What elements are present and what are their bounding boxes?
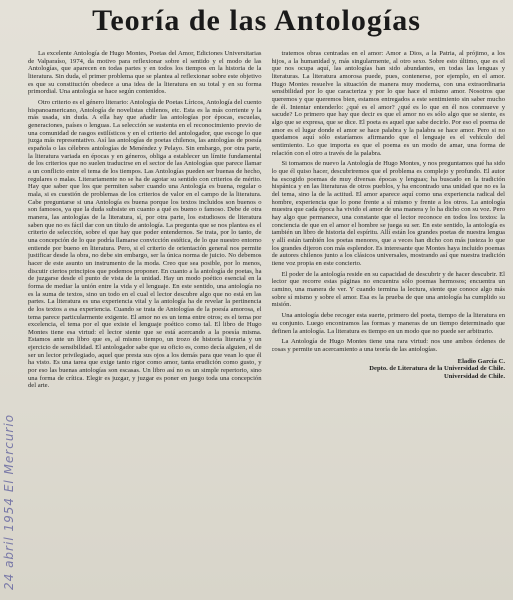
author-name: Eladio García C. [457,357,505,365]
paragraph: Otro criterio es el género literario: Antología de Poetas Líricos, Antología del cuento hispanoamericano, Antología de novelistas chilenos, etc. Esta es la más corriente y la más usada, sin duda. A ella hay que añadir las antologías por épocas, escuelas, generaciones, países o lenguas. La selección se sustenta en el reconocimiento previo de una comunidad de rasgos estilísticos y en el criterio del antologador, que escoge lo que juzga más representativo. Así las antologías de poetas chilenos, las antologías de poesía española o las célebres antologías de Menéndez y Pelayo. Sin embargo, por otra parte, la literatura variada en épocas y en géneros, obliga a establecer un límite fundamental de los criterios que no suelen traducirse en el sector de las Antologías que parece llamar a un conflicto entre el tema de los tiempos. Las Antologías pueden ser buenas de hecho, regulares o malas. Literariamente no se ha de agotar su sentido con criterios de mérito. Hay que saber que los que permiten saber cuando una Antología es buena, regular o mala, si es cuestión de problemas de los criterios de valor en el campo de la literatura. Cabe preguntarse si una Antología es buena porque los textos incluidos son buenos o son famosos, ya que la duda subsiste en cuanto a qué es bueno o famoso. Debe de otra manera, las antologías de la literatura, sí, por otra parte, los estudiosos de literatura saben que no es fácil dar con un título de antología. La pregunta que se nos plantea es el criterio de selección, sobre el que hay que poder entendernos. Se trata, por lo tanto, de una concepción de lo que podría llamarse convicción estética, de lo que nuestro entorno entiende por bueno en literatura. Pero, si el criterio de orientación general nos permite justificar desde la obra, no debe sin embargo, ser la única norma de juicio. No debemos hacer de este asunto un instrumento de la moda. Creo que sea posible, por lo menos, discutir ciertos principios que podemos proponer. En cuanto a la antología de poetas, ha de juzgarse desde el punto de vista de la unidad. Hay un modo poético esencial en la forma de mediar la unión entre la vida y el lenguaje. En este sentido, una antología no es la suma de textos, sino un todo en el cual el lector descubre algo que no está en las partes. La literatura es una experiencia vital y la antología ha de revelar la pertinencia de los textos a esa experiencia. Cuando se trata de Antologías de la poesía amorosa, el tema parece particularmente exigente. El amor no es un tema entre otros; es el tema por excelencia, el tema por el que existe el lenguaje poético como tal. El libro de Hugo Montes tiene esa virtud: el lector siente que se está acercando a la poesía misma. Estamos ante un libro que es, al mismo tiempo, un trozo de historia literaria y un ejercicio de sensibilidad. El antologador sabe que su oficio es, como decía alguien, el de ser un lector privilegiado, aquel que presta sus ojos a los demás para que vean lo que él ha visto. Es una tarea que exige tanto rigor como amor, tanta erudición como gusto, y por eso las buenas antologías son escasas. Un libro así no es un simple repertorio, sino una forma de crítica. Elegir es juzgar, y juzgar es poner en juego toda una concepción del arte. [28,99,262,390]
paragraph: Una antología debe recoger esta suerte, primero del poeta, tiempo de la literatura en su conjunto. Luego encontramos las formas y maneras de un tiempo determinado que definen la antología. La literatura es tiempo en un modo que no puede ser arbitrario. [271,312,505,335]
author-department: Depto. de Literatura de la Universidad de Chile. [369,365,505,373]
left-column [28,50,262,594]
right-column [272,50,506,594]
signature-block [272,358,506,381]
article-body [28,50,505,594]
paragraph: tratemos obras centradas en el amor: Amor a Dios, a la Patria, al prójimo, a los hijos, a la humanidad y, más singularmente, al otro sexo. Sobre esto último, que es el que nos ocupa aquí, las antologías han sido abundantes, en todas las lenguas y literaturas. La literatura amorosa puede, pues, contenerse, por ejemplo, en el amor. Hugo Montes resuelve la situación de manera muy moderna, con una extraordinaria sensibilidad por lo que caracteriza y por lo que hace el mismo amor. Nosotros que queremos y que queremos bien, estamos entregados a este sentimiento sin saber mucho de él. Intentar entenderlo: ¿qué es el amor? ¿qué es lo que en él nos conmueve y sacude? Lo primero que hay que decir es que el amor no es sólo algo que se siente, es algo que se expresa, que se dice. El poeta es aquel que sabe decirlo. Por eso el poema de amor es el lugar donde el amor se hace palabra y la palabra se hace amor. Pero si no quedamos aquí sólo estaríamos afirmando que el lenguaje es el vehículo del sentimiento. Lo que importa es que el poema es un modo de amar, una forma de relación con el otro a través de la palabra. [271,50,505,157]
paragraph: La excelente Antología de Hugo Montes, Poetas del Amor, Ediciones Universitarias de Valparaíso, 1974, da motivo para reflexionar sobre el sentido y el modo de las Antologías, que aparecen en todas partes y en todos los tiempos en la historia de la literatura. Sin duda, el primer problema que se plantea al reflexionar sobre este objetivo es que su constitución obedece a una idea de la literatura en su total y en su forma primordial. Una antología se hace según contenidos. [28,50,262,96]
paragraph: El poder de la antología reside en su capacidad de descubrir y de hacer descubrir. El lector que recorre estas páginas no encuentra sólo poemas hermosos; encuentra un camino, una manera de ver. Y cuando termina la lectura, siente que conoce algo más sobre sí mismo y sobre el amor. Esa es la prueba de que una antología ha cumplido su misión. [271,270,505,309]
handwritten-margin-note: 24 abril 1954 El Mercurio [2,413,16,590]
author-university: Universidad de Chile. [444,373,505,381]
article-title: Teoría de las Antologías [92,4,421,37]
paragraph: La Antología de Hugo Montes tiene una rara virtud: nos une ambos órdenes de cosas y permite un acercamiento a una teoría de las antologías. [271,338,505,354]
paragraph: Si tomamos de nuevo la Antología de Hugo Montes, y nos preguntamos qué ha sido lo que él quiso hacer, descubriremos que el problema es complejo y profundo. El autor ha escogido poemas de muy diversas épocas y lenguas; ha buscado en la tradición hispánica y en las literaturas de otros pueblos, y ha encontrado una unidad que no es la del tema, sino la de la actitud. El amor aparece aquí como una experiencia radical del hombre, experiencia que lo pone frente a sí mismo y frente a los otros. La antología muestra que cada época ha vivido el amor de una manera y lo ha dicho con su voz. Pero hay algo que permanece, una constante que el lector reconoce en todos los textos: la conciencia de que en el amor el hombre se juega su ser. En este sentido, la antología es también un libro de historia del espíritu. Allí están los grandes poetas de nuestra lengua y allí están también los poetas menores, que a veces han dicho con más justeza lo que los grandes dijeron con más esplendor. Es interesante que Montes haya incluido poemas de autores chilenos junto a los clásicos universales, mostrando así que nuestra tradición tiene voz propia en este concierto. [271,160,505,267]
